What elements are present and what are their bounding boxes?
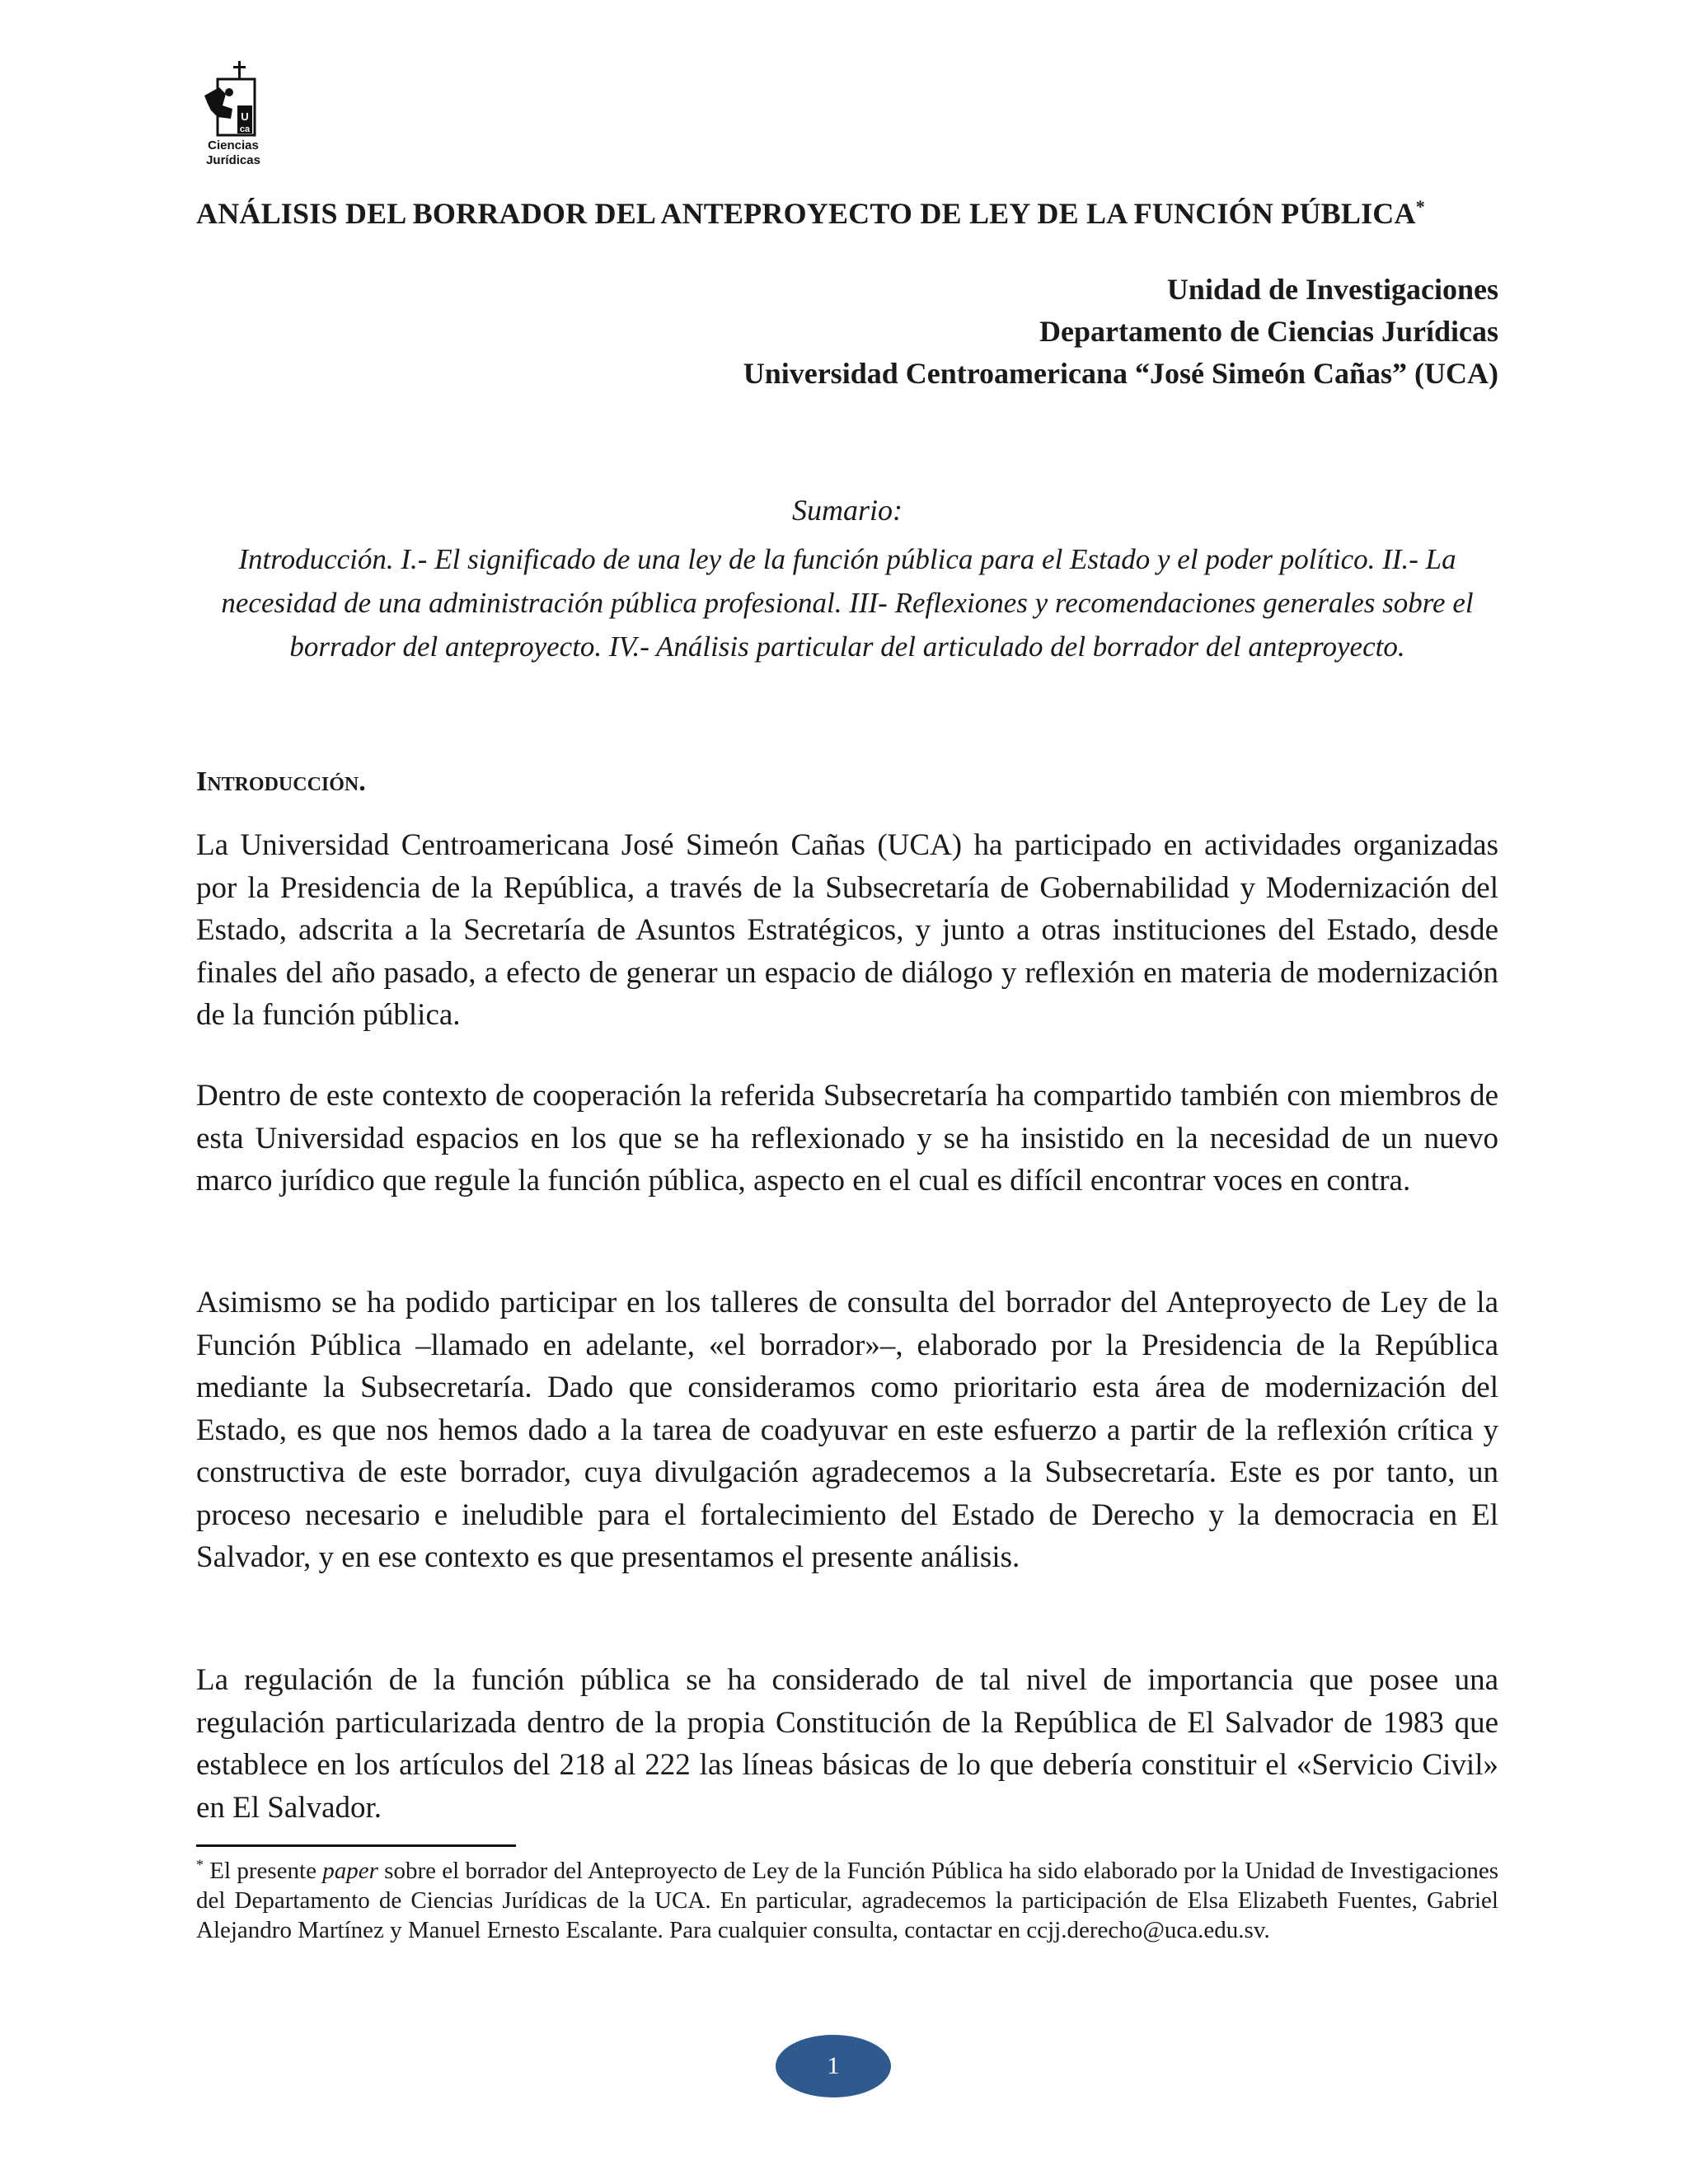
footnote-text-before: El presente	[204, 1858, 323, 1884]
affiliation-block	[743, 269, 1498, 395]
footnote-divider	[196, 1844, 516, 1847]
body-paragraph-4: La regulación de la función pública se ha considerado de tal nivel de importancia que posee una regulación particularizada dentro de la propia Constitución de la República de El Salvador de 1983 que establece en los artículos del 218 al 222 las líneas básicas de lo que debería constituir el «Servicio Civil» en El Salvador.	[196, 1663, 1498, 1825]
footnote-text-italic: paper	[322, 1858, 378, 1884]
title-footnote-mark[interactable]: *	[1415, 196, 1425, 217]
section-heading-introduction: Introducción.	[196, 766, 366, 797]
body-paragraph-2: Dentro de este contexto de cooperación la referida Subsecretaría ha compartido también con miembros de esta Universidad espacios en los que se ha reflexionado y se ha insistido en la necesidad de un nuevo marco jurídico que regule la función pública, aspecto en el cual es difícil encontrar voces en contra.	[196, 1079, 1498, 1197]
uca-ciencias-juridicas-logo-icon	[201, 59, 267, 146]
svg-text:ca: ca	[239, 124, 251, 134]
affiliation-unit: Unidad de Investigaciones	[1166, 273, 1498, 306]
document-title-text: ANÁLISIS DEL BORRADOR DEL ANTEPROYECTO DE LEY DE LA FUNCIÓN PÚBLICA	[196, 197, 1416, 230]
summary-label: Sumario:	[792, 494, 903, 527]
document-title	[196, 196, 1498, 231]
summary-text: Introducción. I.- El significado de una ley de la función pública para el Estado y el poder político. II.- La necesidad de una administración pública profesional. III- Reflexiones y recomendaciones generales sobre el borrador del anteproyecto. IV.- Análisis particular del articulado del borrador del anteproyecto.	[221, 543, 1474, 663]
page-number-badge	[776, 2035, 891, 2097]
footnote	[196, 1856, 1498, 1945]
footnote-text-after: sobre el borrador del Anteproyecto de Ley de la Función Pública ha sido elaborado por la Unidad de Investigaciones del Departamento de Ciencias Jurídicas de la UCA. En particular, agradecemos la participación de Elsa Elizabeth Fuentes, Gabriel Alejandro Martínez y Manuel Ernesto Escalante. Para cualquier consulta, contactar en ccjj.derecho@uca.edu.sv.	[196, 1858, 1498, 1943]
svg-text:U: U	[241, 110, 249, 123]
page-number: 1	[827, 2052, 840, 2079]
affiliation-university: Universidad Centroamericana “José Simeón Cañas” (UCA)	[743, 357, 1498, 390]
body-paragraph-3: Asimismo se ha podido participar en los talleres de consulta del borrador del Anteproyecto de Ley de la Función Pública –llamado en adelante, «el borrador»–, elaborado por la Presidencia de la República mediante la Subsecretaría. Dado que consideramos como prioritario esta área de modernización del Estado, es que nos hemos dado a la tarea de coadyuvar en este esfuerzo a partir de la reflexión crítica y constructiva de este borrador, cuya divulgación agradecemos a la Subsecretaría. Este es por tanto, un proceso necesario e ineludible para el fortalecimiento del Estado de Derecho y la democracia en El Salvador, y en ese contexto es que presentamos el presente análisis.	[196, 1286, 1498, 1574]
logo-caption-line1: Ciencias	[208, 138, 259, 152]
footnote-mark: *	[196, 1856, 204, 1873]
affiliation-department: Departamento de Ciencias Jurídicas	[1039, 315, 1498, 348]
body-paragraph-1: La Universidad Centroamericana José Simeón Cañas (UCA) ha participado en actividades organizadas por la Presidencia de la República, a través de la Subsecretaría de Gobernabilidad y Modernización del Estado, adscrita a la Secretaría de Asuntos Estratégicos, y junto a otras instituciones del Estado, desde finales del año pasado, a efecto de generar un espacio de diálogo y reflexión en materia de modernización de la función pública.	[196, 828, 1498, 1032]
logo-caption	[196, 138, 270, 168]
logo-caption-line2: Jurídicas	[206, 153, 260, 167]
